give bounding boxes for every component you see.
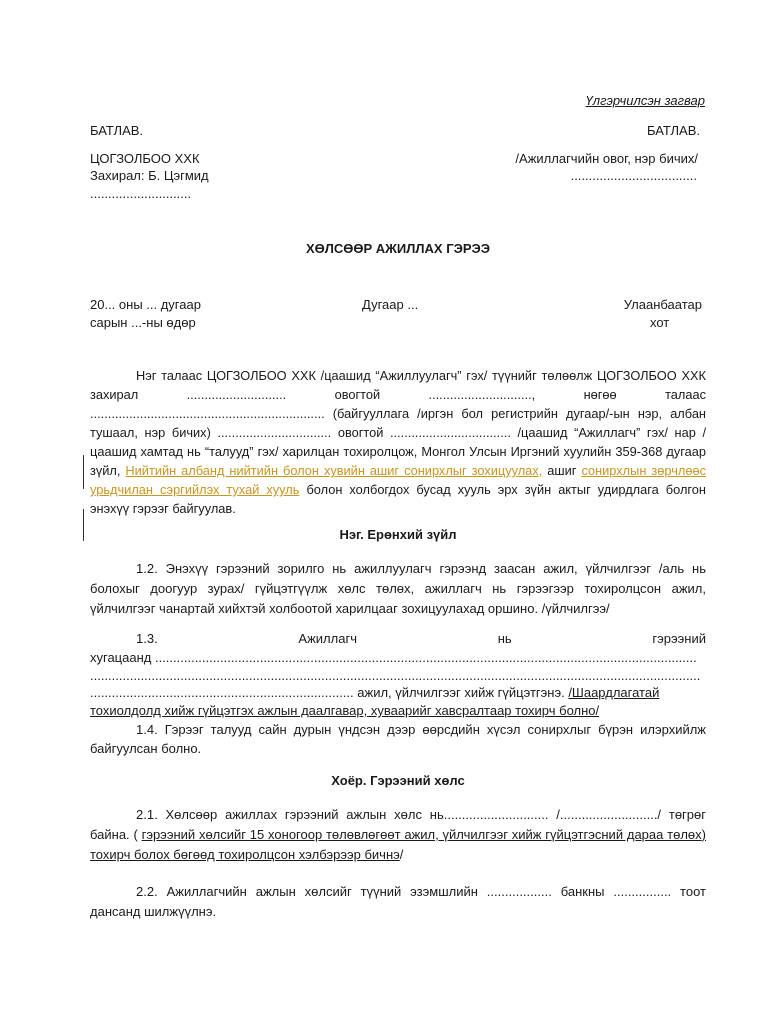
clause-2-1-text: 2.1. Хөлсөөр ажиллах гэрээний ажлын хөлс нь............................. /.........................../ төгрөг байна. ( (90, 807, 706, 842)
clause-1-2: 1.2. Энэхүү гэрээний зорилго нь ажиллуулагч гэрээнд заасан ажил, үйлчилгээг /аль нь болохыг доогуур зурах/ гүйцэтгүүлж хөлс төлөх, ажиллагч нь гэрээгээр тохиролцсон ажил, үйлчилгээг чанартай хийхтэй холбоотой харилцааг зохицуулахад оршино. /үйлчилгээ/ (90, 561, 706, 616)
section-1-heading: Нэг. Ерөнхий зүйл (339, 527, 457, 542)
clause-1-3-word: 1.3. (136, 631, 158, 646)
clause-2-1-end: / (399, 847, 404, 862)
approve-left: БАТЛАВ. (90, 123, 144, 138)
director-name: Захирал: Б. Цэгмид (90, 168, 209, 183)
org-name: ЦОГЗОЛБОО ХХК (90, 151, 200, 166)
clause-2-2: 2.2. Ажиллагчийн ажлын хөлсийг түүний эзэмшлийн .................. банкны ................ тоот дансанд шилжүүлнэ. (90, 884, 706, 919)
worker-name-note: /Ажиллагчийн овог, нэр бичих/ (515, 151, 698, 166)
intro-paragraph (90, 366, 706, 518)
intro-text-c: болон холбогдох бусад хууль эрх зүйн актыг удирдлага болгон энэхүү гэрээг байгуулав. (90, 482, 706, 516)
clause-1-4: 1.4. Гэрээг талууд сайн дурын үндсэн дээр өөрсдийн хүсэл сонирхлыг бүрэн илэрхийлж байгуулсан болно. (90, 722, 706, 756)
clause-2-1-text-underlined: ) тохирч болох бөгөөд тохиролцсон хэлбэрээр бичнэ (90, 827, 707, 862)
city-line-2: хот (650, 315, 670, 330)
text-cursor-mark (83, 455, 84, 489)
clause-1-3-line-3: ......................................................................................................................................................................... (90, 668, 701, 683)
template-note: Үлгэрчилсэн загвар (585, 93, 705, 108)
clause-1-3-line-2: хугацаанд ...................................................................................................................................................... (90, 650, 697, 665)
clause-1-3-word: Ажиллагч (298, 631, 357, 646)
right-signature-line: ................................... (570, 168, 697, 183)
document-title: ХӨЛСӨӨР АЖИЛЛАХ ГЭРЭЭ (306, 241, 490, 256)
clause-1-3-line-4 (90, 685, 706, 700)
clause-1-3-word: гэрээний (652, 631, 706, 646)
clause-2-1-payment-note: гэрээний хөлсийг 15 хоногоор төлөвлөгөөт ажил, үйлчилгээг хийж гүйцэтгэсний дараа төлөх (141, 827, 702, 842)
city-line-1: Улаанбаатар (623, 297, 702, 312)
clause-1-3-note: тохиолдолд хийж гүйцэтгэх ажлын даалгавар, хуваарийг хавсралтаар тохирч болно/ (90, 703, 600, 718)
clause-1-3-word: нь (497, 631, 512, 646)
clause-1-3-line-1 (90, 631, 706, 646)
clause-2-1 (90, 805, 706, 865)
text-cursor-mark (83, 509, 84, 541)
intro-text-a: Нэг талаас ЦОГЗОЛБОО ХХК /цаашид “Ажиллуулагч” гэх/ түүнийг төлөөлж ЦОГЗОЛБОО ХХК захирал ............................ овогтой ............................., нөгөө талаас .................................................................. (байгууллага /иргэн бол регистрийн дугаар/-ын нэр, албан тушаал, нэр бичих) ................................ овогтой .................................. /цаашид “Ажиллагч” гэх/ нар /цаашид хамтад нь “талууд” гэх/ харилцан тохиролцож, Монгол Улсын Иргэний хуулийн 359-368 дугаар зүйл, (90, 368, 706, 478)
law-link-2[interactable]: сонирхлын зөрчлөөс урьдчилан сэргийлэх тухай хууль (90, 463, 706, 497)
law-link-1[interactable]: Нийтийн албанд нийтийн болон хувийн ашиг сонирхлыг зохицуулах, (125, 463, 543, 478)
clause-1-3-line-4-text: ......................................................................... ажил, үйлчилгээг хийж гүйцэтгэнэ. (90, 685, 569, 700)
intro-text-b: ашиг (542, 463, 582, 478)
date-line-2: сарын ...-ны өдөр (90, 315, 196, 330)
approve-right: БАТЛАВ. (646, 123, 700, 138)
clause-1-3-note-start: /Шаардлагатай (568, 685, 660, 700)
left-signature-line: ............................ (90, 186, 192, 201)
date-line-1: 20... оны ... дугаар (90, 297, 201, 312)
section-2-heading: Хоёр. Гэрээний хөлс (331, 773, 465, 788)
contract-number: Дугаар ... (362, 297, 419, 312)
